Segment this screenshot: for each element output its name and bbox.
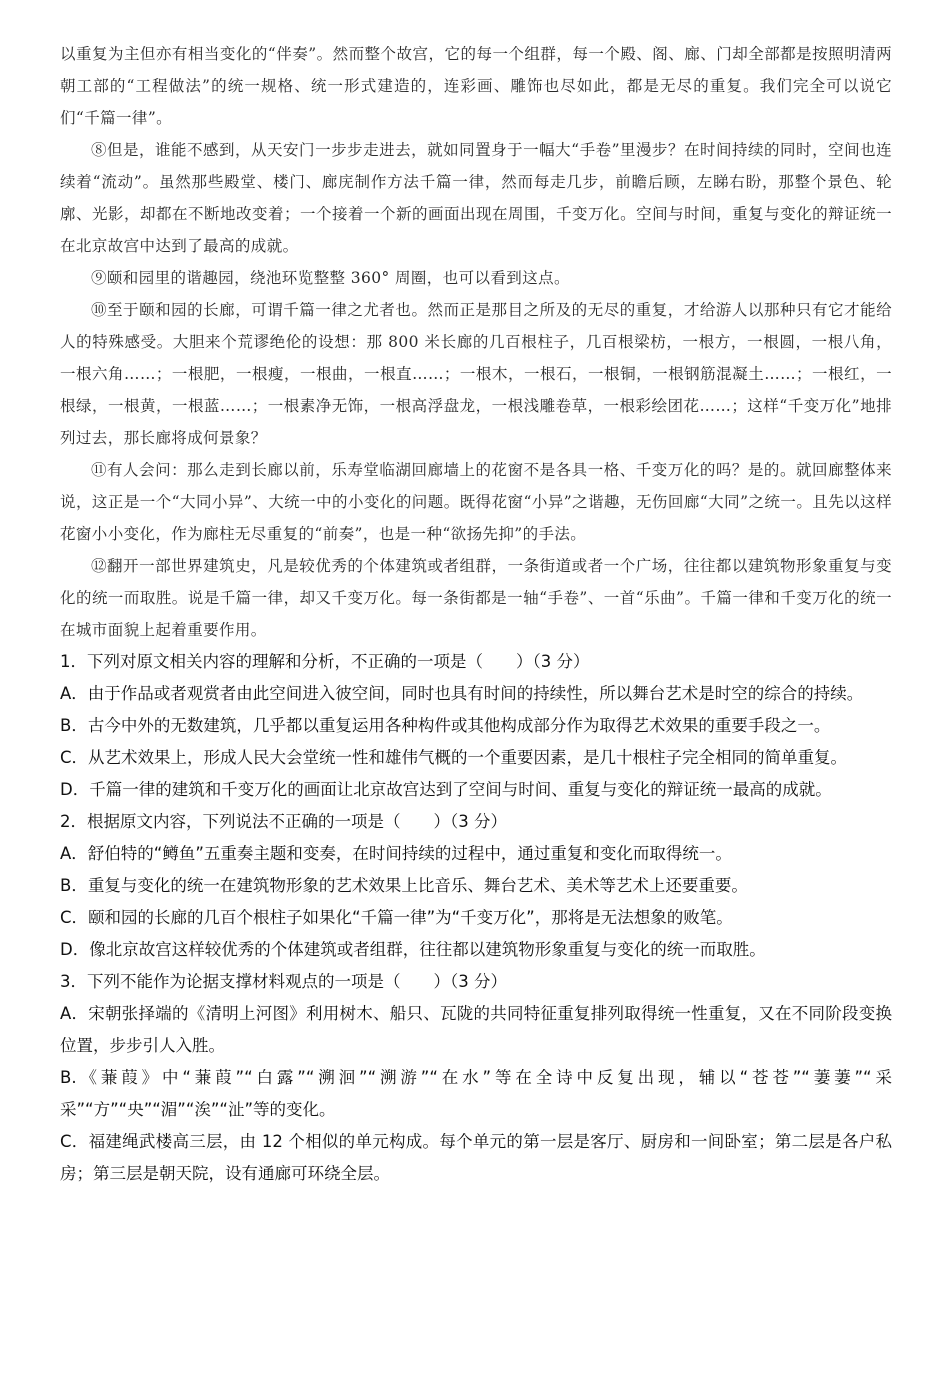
question-2-option-c: C．颐和园的长廊的几百个根柱子如果化“千篇一律”为“千变万化”，那将是无法想象的败笔。	[60, 908, 733, 927]
paragraph-10: ⑩至于颐和园的长廊，可谓千篇一律之尤者也。然而正是那目之所及的无尽的重复，才给游人以那种只有它才能给人的特殊感受。大胆来个荒谬绝伦的设想：那 800 米长廊的几百根柱子，几百根梁枋，一根方，一根圆，一根八角，一根六角……；一根肥，一根瘦，一根曲，一根直……；一根木，一根石，一根铜，一根钢筋混凝土……；一根红，一根绿，一根黄，一根蓝……；一根素净无饰，一根高浮盘龙，一根浅雕卷草，一根彩绘团花……；这样“千变万化”地排列过去，那长廊将成何景象？	[60, 301, 892, 447]
question-section	[60, 646, 892, 1190]
question-1-option-d: D．千篇一律的建筑和千变万化的画面让北京故宫达到了空间与时间、重复与变化的辩证统一最高的成就。	[60, 780, 832, 799]
question-3-option-b: B.《蒹葭》中“蒹葭”“白露”“溯洄”“溯游”“在水”等在全诗中反复出现，辅以“苍苍”“萋萋”“采采”“方”“央”“湄”“涘”“沚”等的变化。	[60, 1068, 892, 1119]
question-2-option-a: A．舒伯特的“鳟鱼”五重奏主题和变奏，在时间持续的过程中，通过重复和变化而取得统一。	[60, 844, 732, 863]
question-1-option-a: A．由于作品或者观赏者由此空间进入彼空间，同时也具有时间的持续性，所以舞台艺术是时空的综合的持续。	[60, 684, 864, 703]
question-3	[60, 966, 892, 1190]
question-2	[60, 806, 892, 966]
paragraph-7-continued: 以重复为主但亦有相当变化的“伴奏”。然而整个故宫，它的每一个组群，每一个殿、阁、廊、门却全部都是按照明清两朝工部的“工程做法”的统一规格、统一形式建造的，连彩画、雕饰也尽如此，都是无尽的重复。我们完全可以说它们“千篇一律”。	[60, 45, 892, 127]
paragraph-9: ⑨颐和园里的谐趣园，绕池环览整整 360° 周圈，也可以看到这点。	[91, 269, 570, 287]
question-1	[60, 646, 892, 806]
question-3-option-c: C．福建绳武楼高三层，由 12 个相似的单元构成。每个单元的第一层是客厅、厨房和一间卧室；第二层是各户私房；第三层是朝天院，设有通廊可环绕全层。	[60, 1132, 892, 1183]
question-1-stem: 1．下列对原文相关内容的理解和分析，不正确的一项是（ ）（3 分）	[60, 652, 590, 671]
question-1-option-c: C．从艺术效果上，形成人民大会堂统一性和雄伟气概的一个重要因素，是几十根柱子完全相同的简单重复。	[60, 748, 848, 767]
question-2-option-b: B．重复与变化的统一在建筑物形象的艺术效果上比音乐、舞台艺术、美术等艺术上还要重要。	[60, 876, 748, 895]
question-1-option-b: B．古今中外的无数建筑，几乎都以重复运用各种构件或其他构成部分作为取得艺术效果的重要手段之一。	[60, 716, 831, 735]
question-2-option-d: D．像北京故宫这样较优秀的个体建筑或者组群，往往都以建筑物形象重复与变化的统一而取胜。	[60, 940, 766, 959]
question-2-stem: 2．根据原文内容，下列说法不正确的一项是（ ）（3 分）	[60, 812, 507, 831]
paragraph-8: ⑧但是，谁能不感到，从天安门一步步走进去，就如同置身于一幅大“手卷”里漫步？在时间持续的同时，空间也连续着“流动”。虽然那些殿堂、楼门、廊庑制作方法千篇一律，然而每走几步，前瞻后顾，左睇右盼，那整个景色、轮廓、光影，却都在不断地改变着；一个接着一个新的画面出现在周围，千变万化。空间与时间，重复与变化的辩证统一在北京故宫中达到了最高的成就。	[60, 141, 892, 255]
question-3-option-a: A．宋朝张择端的《清明上河图》利用树木、船只、瓦陇的共同特征重复排列取得统一性重复，又在不同阶段变换位置，步步引人入胜。	[60, 1004, 892, 1055]
reading-passage	[60, 38, 892, 646]
paragraph-12: ⑫翻开一部世界建筑史，凡是较优秀的个体建筑或者组群，一条街道或者一个广场，往往都以建筑物形象重复与变化的统一而取胜。说是千篇一律，却又千变万化。每一条街都是一轴“手卷”、一首“乐曲”。千篇一律和千变万化的统一在城市面貌上起着重要作用。	[60, 557, 892, 639]
question-3-stem: 3．下列不能作为论据支撑材料观点的一项是（ ）（3 分）	[60, 972, 507, 991]
paragraph-11: ⑪有人会问：那么走到长廊以前，乐寿堂临湖回廊墙上的花窗不是各具一格、千变万化的吗？是的。就回廊整体来说，这正是一个“大同小异”、大统一中的小变化的问题。既得花窗“小异”之谐趣，无伤回廊“大同”之统一。且先以这样花窗小小变化，作为廊柱无尽重复的“前奏”，也是一种“欲扬先抑”的手法。	[60, 461, 892, 543]
document-page	[60, 38, 892, 1190]
